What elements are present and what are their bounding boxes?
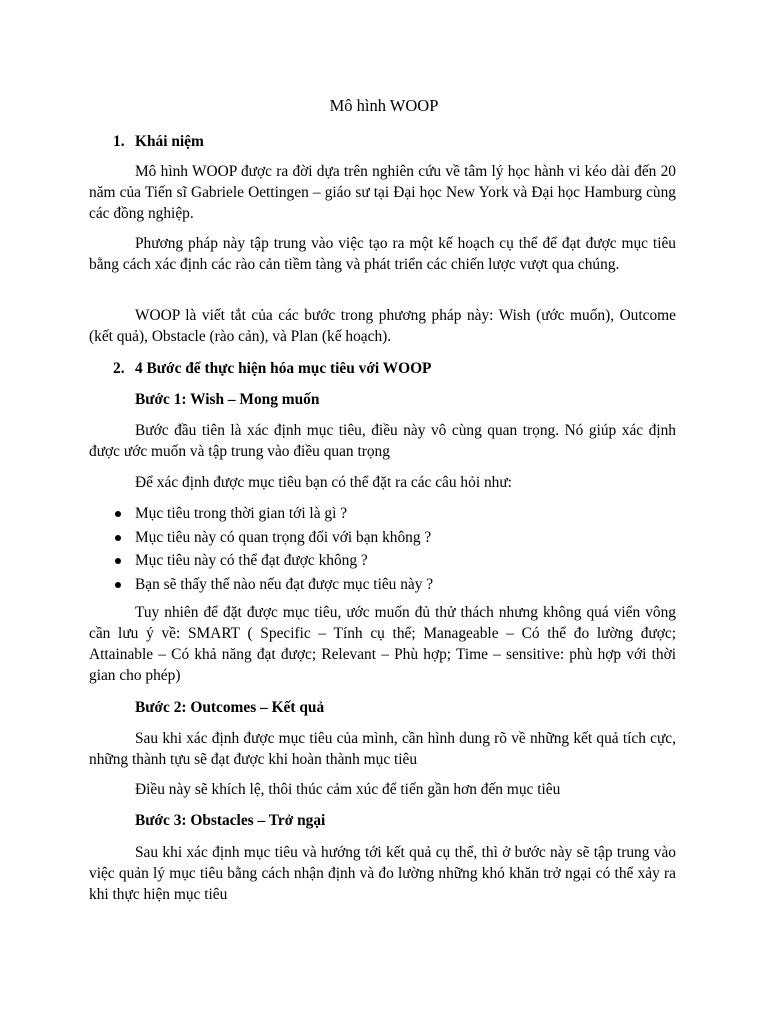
step-3-heading: Bước 3: Obstacles – Trở ngại <box>135 812 326 829</box>
list-item <box>113 503 673 527</box>
list-item-text: Bạn sẽ thấy thế nào nếu đạt được mục tiêu này ? <box>135 575 434 593</box>
step-3-paragraph-1: Sau khi xác định mục tiêu và hướng tới kết quả cụ thể, thì ở bước này sẽ tập trung vào việc quản lý mục tiêu bằng cách nhận định và đo lường những khó khăn trở ngại có thể xảy ra khi thực hiện mục tiêu <box>89 844 676 903</box>
bullet-icon <box>115 511 121 517</box>
step-1-question-list <box>113 503 673 597</box>
section-number: 2. <box>113 360 125 377</box>
paragraph-woop-method: Phương pháp này tập trung vào việc tạo ra một kế hoạch cụ thể để đạt được mục tiêu bằng cách xác định các rào cản tiềm tàng và phát triển các chiến lược vượt qua chúng. <box>89 235 676 273</box>
bullet-icon <box>115 582 121 588</box>
list-item-text: Mục tiêu trong thời gian tới là gì ? <box>135 505 348 522</box>
bullet-icon <box>115 535 121 541</box>
step-2-paragraph-1: Sau khi xác định được mục tiêu của mình, cần hình dung rõ về những kết quả tích cực, những thành tựu sẽ đạt được khi hoàn thành mục tiêu <box>89 730 676 768</box>
section-number: 1. <box>113 133 125 150</box>
list-item-text: Mục tiêu này có quan trọng đối với bạn không ? <box>135 528 432 546</box>
step-1-paragraph-3: Tuy nhiên để đặt được mục tiêu, ước muốn đủ thử thách nhưng không quá viển vông cần lưu ý về: SMART ( Specific – Tính cụ thể; Manageable – Có thể đo lường được; Attainable – Có khả năng đạt được; Relevant – Phù hợp; Time – sensitive: phù hợp với thời gian cho phép) <box>89 604 676 684</box>
section-heading-text: 4 Bước để thực hiện hóa mục tiêu với WOOP <box>135 360 432 377</box>
list-item <box>113 527 673 551</box>
section-heading-text: Khái niệm <box>135 133 204 150</box>
step-1-heading: Bước 1: Wish – Mong muốn <box>135 391 320 408</box>
document-title: Mô hình WOOP <box>329 96 439 115</box>
step-2-heading: Bước 2: Outcomes – Kết quả <box>135 699 325 716</box>
list-item-text: Mục tiêu này có thể đạt được không ? <box>135 552 368 569</box>
section-heading-khai-niem <box>113 131 204 152</box>
list-item <box>113 550 673 574</box>
step-1-paragraph-1: Bước đầu tiên là xác định mục tiêu, điều này vô cùng quan trọng. Nó giúp xác định được ước muốn và tập trung vào điều quan trọng <box>89 422 676 460</box>
step-2-paragraph-2: Điều này sẽ khích lệ, thôi thúc cảm xúc để tiến gần hơn đến mục tiêu <box>135 781 561 798</box>
bullet-icon <box>115 558 121 564</box>
paragraph-woop-acronym: WOOP là viết tắt của các bước trong phương pháp này: Wish (ước muốn), Outcome (kết quả), Obstacle (rào cản), và Plan (kế hoạch). <box>89 307 676 345</box>
paragraph-woop-origin: Mô hình WOOP được ra đời dựa trên nghiên cứu về tâm lý học hành vi kéo dài đến 20 năm của Tiến sĩ Gabriele Oettingen – giáo sư tại Đại học New York và Đại học Hamburg cùng các đồng nghiệp. <box>89 163 676 222</box>
section-heading-4-buoc <box>113 358 431 379</box>
list-item <box>113 574 673 598</box>
step-1-paragraph-2: Để xác định được mục tiêu bạn có thể đặt ra các câu hỏi như: <box>135 474 512 491</box>
